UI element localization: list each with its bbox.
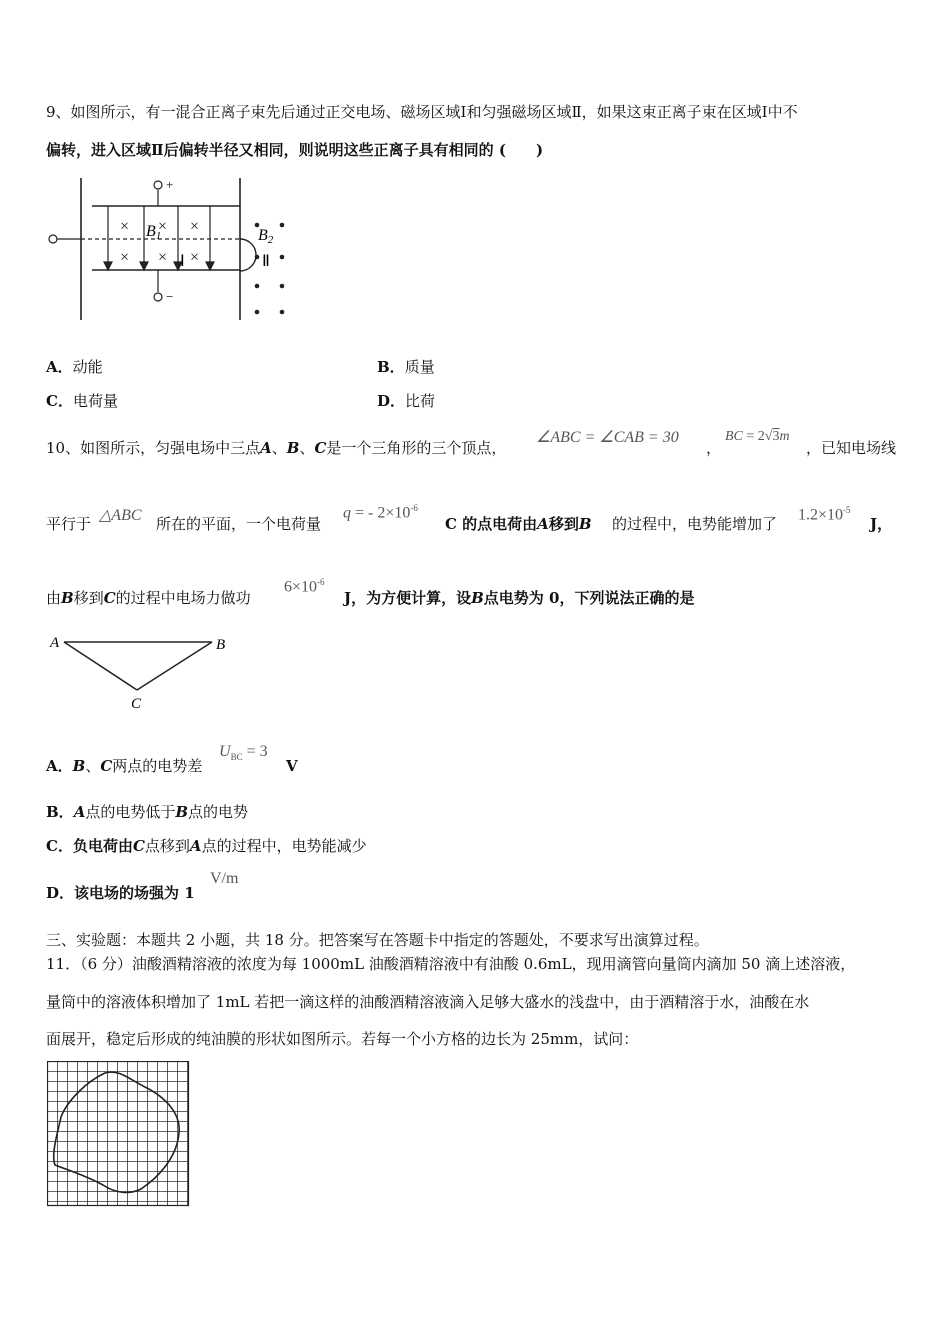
q10-potential-difference: $U_{BC} = 3$ <box>219 743 268 763</box>
svg-text:×: × <box>158 218 168 235</box>
q10-line2-start: 平行于 <box>46 515 92 533</box>
b2-label: B2 <box>258 227 274 246</box>
oil-film-grid-figure <box>47 1061 191 1207</box>
q10-charge-formula: q = - $2\times 10^{-6}$ <box>343 503 418 522</box>
q10-work-formula: $6\times 10^{-6}$ <box>284 577 325 596</box>
q10-option-d[interactable]: D．该电场的场强为 1 <box>46 884 195 902</box>
section-heading: 三、实验题：本题共 2 小题，共 18 分。把答案写在答题卡中指定的答题处，不要求写出演算过程。 <box>46 931 709 949</box>
q10-line2-end: J， <box>870 515 893 533</box>
q10-comma: ， <box>706 439 722 457</box>
q10-line3-end: J，为方便计算，设B点电势为 0，下列说法正确的是 <box>344 589 695 607</box>
b1-label: B1 <box>146 223 162 242</box>
minus-label: − <box>166 289 174 304</box>
q10-option-a-unit: V <box>286 757 298 775</box>
vertex-a-label: A <box>50 635 60 651</box>
q10-triangle-figure <box>44 630 234 716</box>
negative-terminal <box>154 293 162 301</box>
region2-label: Ⅱ <box>262 253 270 270</box>
vertex-c-label: C <box>131 696 142 712</box>
deflection-arc <box>240 239 256 271</box>
q9-option-b[interactable]: B．质量 <box>377 358 435 376</box>
q10-option-b[interactable]: B．A点的电势低于B点的电势 <box>46 803 249 821</box>
q9-option-c[interactable]: C．电荷量 <box>46 392 118 410</box>
q11-line3: 面展开，稳定后形成的纯油膜的形状如图所示。若每一个小方格的边长为 25mm，试问： <box>46 1030 639 1048</box>
vertex-b-label: B <box>216 637 226 653</box>
q10-triangle-abc: △ABC <box>99 507 142 524</box>
ion-source <box>49 235 57 243</box>
q9-figure <box>44 174 298 326</box>
q10-line2-c: C 的点电荷由A移到B <box>445 515 592 533</box>
q9-stem-line2: 偏转，进入区域Ⅱ后偏转半径又相同，则说明这些正离子具有相同的 ( ) <box>46 141 544 159</box>
svg-text:×: × <box>158 249 168 266</box>
svg-text:×: × <box>190 218 200 235</box>
q9-option-a[interactable]: A．动能 <box>46 358 103 376</box>
svg-text:×: × <box>120 249 130 266</box>
q10-line1-end: ，已知电场线 <box>806 439 897 457</box>
side-ac <box>64 642 137 690</box>
positive-terminal <box>154 181 162 189</box>
oil-film-outline <box>54 1072 179 1192</box>
q10-line3-start: 由B移到C的过程中电场力做功 <box>46 589 251 607</box>
q9-option-d[interactable]: D．比荷 <box>377 392 436 410</box>
q10-bc-formula: BC = 2√3m <box>725 429 790 444</box>
plus-label: + <box>166 177 174 192</box>
q11-line1: 11．（6 分）油酸酒精溶液的浓度为每 1000mL 油酸酒精溶液中有油酸 0.6mL，现用滴管向量筒内滴加 50 滴上述溶液， <box>46 955 856 973</box>
q10-option-c[interactable]: C．负电荷由C点移到A点的过程中，电势能减少 <box>46 837 367 855</box>
q10-field-unit: V/m <box>210 870 239 887</box>
side-bc <box>137 642 212 690</box>
q11-line2: 量筒中的溶液体积增加了 1mL 若把一滴这样的油酸酒精溶液滴入足够大盛水的浅盘中，由于酒精溶于水，油酸在水 <box>46 993 810 1011</box>
q10-line2-mid: 所在的平面，一个电荷量 <box>156 515 322 533</box>
square-grid <box>47 1061 189 1206</box>
magnetic-crosses <box>120 218 199 266</box>
q10-line1-start: 10、如图所示，匀强电场中三点A、B、C是一个三角形的三个顶点， <box>46 439 507 457</box>
region1-label: Ⅰ <box>180 253 185 270</box>
q10-angle-formula: ∠ABC = ∠CAB = 30 <box>536 429 679 446</box>
q9-stem-line1: 9、如图所示，有一混合正离子束先后通过正交电场、磁场区域Ⅰ和匀强磁场区域Ⅱ，如果这束正离子束在区域Ⅰ中不 <box>46 103 798 121</box>
q10-option-a[interactable]: A．B、C两点的电势差 <box>46 757 203 775</box>
svg-text:×: × <box>190 249 200 266</box>
q10-energy-formula: $1.2\times 10^{-5}$ <box>798 505 851 524</box>
svg-text:×: × <box>120 218 130 235</box>
q10-line2-increase: 的过程中，电势能增加了 <box>612 515 778 533</box>
